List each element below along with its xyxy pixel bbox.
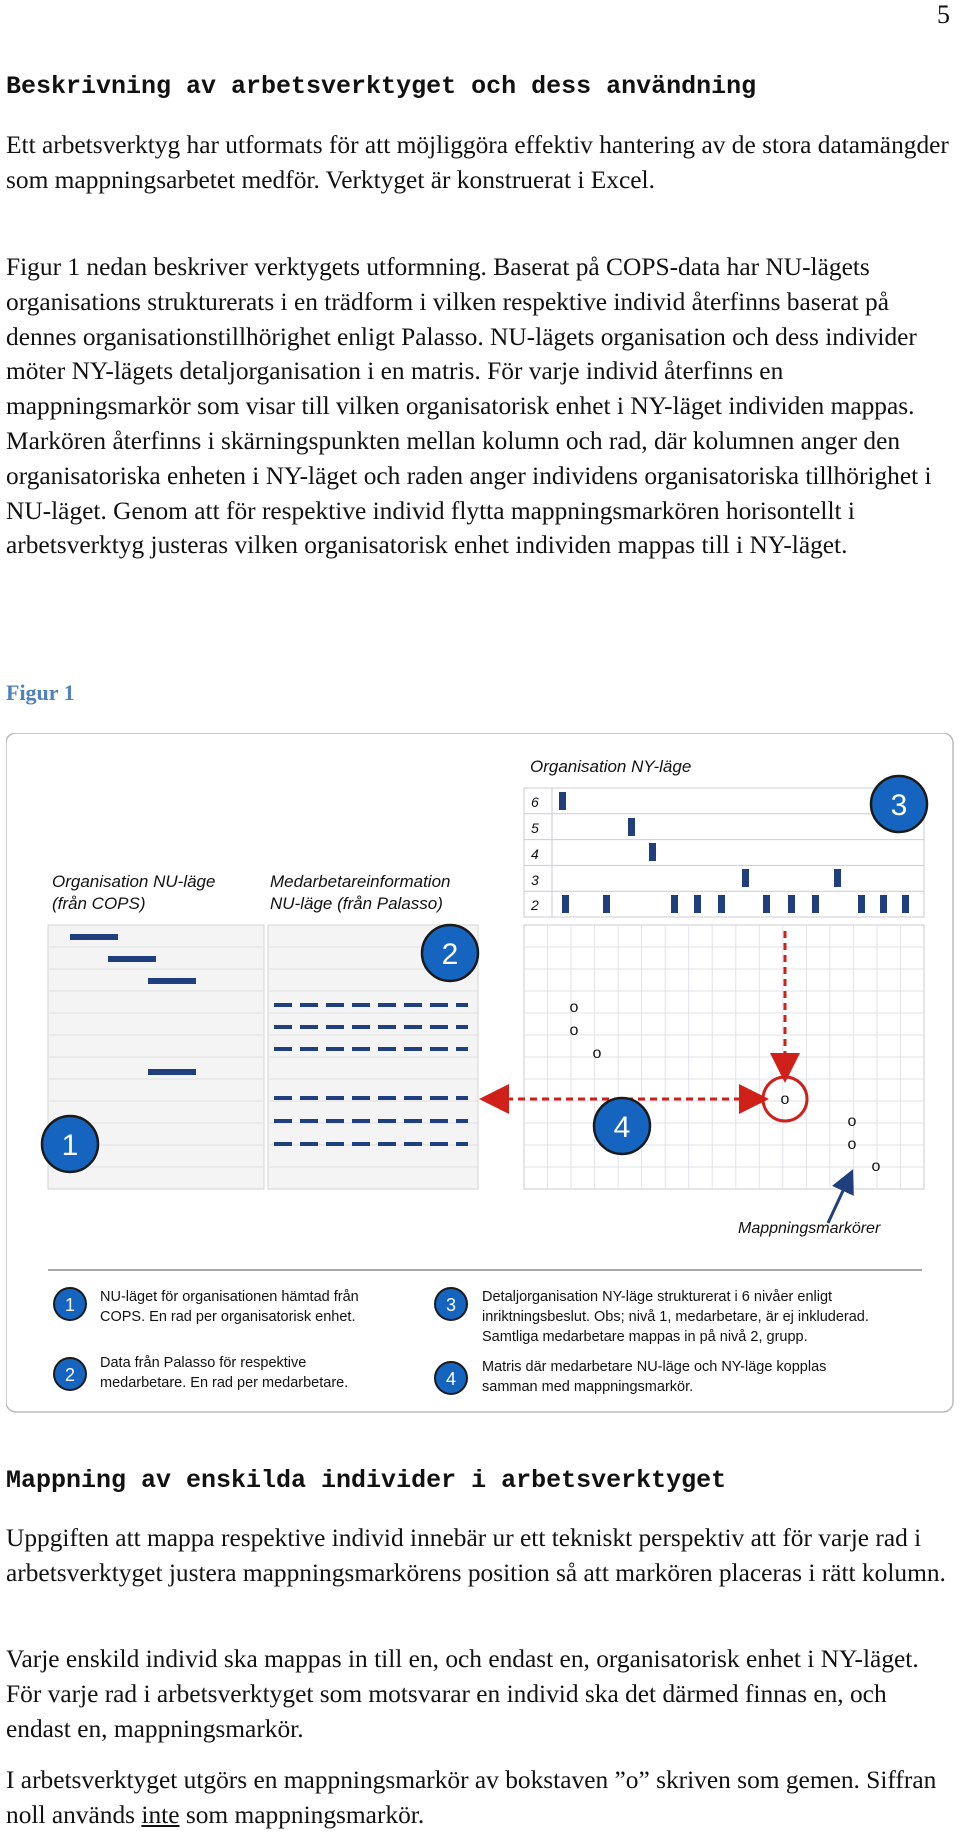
legend-badge-1-icon	[54, 1288, 86, 1320]
legend-item-3-line-2: inriktningsbeslut. Obs; nivå 1, medarbetare, är ej inkluderad.	[482, 1309, 869, 1325]
nu-organisation-title: Organisation NU-läge	[52, 872, 216, 891]
svg-text:3: 3	[445, 1295, 457, 1315]
svg-text:4: 4	[445, 1369, 457, 1389]
markers-label: Mappningsmarkörer	[738, 1220, 881, 1237]
section-heading-description: Beskrivning av arbetsverktyget och dess användning	[6, 72, 757, 101]
legend-item-3-line-3: Samtliga medarbetare mappas in på nivå 2, grupp.	[482, 1329, 808, 1345]
mapping-marker: o	[569, 1022, 579, 1039]
level-label-4: 4	[531, 846, 539, 862]
badge-1-icon	[42, 1116, 98, 1172]
paragraph-intro: Ett arbetsverktyg har utformats för att möjliggöra effektiv hantering av de stora datamängder som mappningsarbetet medför. Verktyget är konstruerat i Excel.	[6, 131, 949, 194]
paragraph-figure-description: Figur 1 nedan beskriver verktygets utformning. Baserat på COPS-data har NU-lägets organisations strukturerats i en trädform i vilken respektive individ återfinns baserat på dennes organisationstillhörighet enligt Palasso. NU-lägets organisation och dess individer möter NY-lägets detaljorganisation i en matris. För varje individ återfinns en mappningsmarkör som visar till vilken organisatorisk enhet i NY-läget individen mappas. Markören återfinns i skärningspunkten mellan kolumn och rad, där kolumnen anger den organisatoriska enheten i NY-läget och raden anger individens organisatoriska tillhörighet i NU-läget. Genom att för respektive individ flytta mappningsmarkören horisontellt i arbetsverktyg justeras vilken organisatorisk enhet individen mappas till i NY-läget.	[6, 253, 932, 560]
level-label-5: 5	[531, 820, 539, 836]
svg-text:1: 1	[64, 1295, 76, 1315]
legend-item-4-line-2: samman med mappningsmarkör.	[482, 1379, 694, 1395]
legend-badge-2-icon	[54, 1358, 86, 1390]
legend-item-3-line-1: Detaljorganisation NY-läge strukturerat i 6 nivåer enligt	[482, 1289, 833, 1305]
legend-badge-4-icon	[435, 1362, 467, 1394]
mapping-marker: o	[847, 1113, 857, 1130]
mapping-marker: o	[847, 1136, 857, 1153]
legend-item-2-line-2: medarbetare. En rad per medarbetare.	[100, 1375, 349, 1391]
marker-text-emphasis: inte	[141, 1800, 180, 1829]
marker-text-before: I arbetsverktyget utgörs en mappningsmarkör av bokstaven ”o” skriven som gemen. Siffran noll används	[6, 1766, 937, 1829]
paragraph-marker-character	[6, 1763, 954, 1833]
marker-text-after: som mappningsmarkör.	[179, 1800, 425, 1829]
employee-info-subtitle: NU-läge (från Palasso)	[270, 894, 443, 913]
svg-text:1: 1	[61, 1129, 79, 1162]
mapping-marker: o	[569, 999, 579, 1016]
mapping-marker: o	[871, 1158, 881, 1175]
employee-info-title: Medarbetareinformation	[270, 872, 451, 891]
paragraph-mapping-task: Uppgiften att mappa respektive individ innebär ur ett tekniskt perspektiv att för varje rad i arbetsverktyget justera mappningsmarkörens position så att markören placeras i rätt kolumn.	[6, 1524, 946, 1587]
figure-1-diagram	[6, 733, 954, 1413]
legend-item-4-line-1: Matris där medarbetare NU-läge och NY-läge kopplas	[482, 1359, 827, 1375]
svg-text:2: 2	[441, 938, 459, 971]
ny-organisation-title: Organisation NY-läge	[530, 757, 692, 776]
legend-item-1-line-1: NU-läget för organisationen hämtad från	[100, 1289, 359, 1305]
svg-text:3: 3	[890, 789, 908, 822]
section-heading-mapping: Mappning av enskilda individer i arbetsverktyget	[6, 1466, 727, 1495]
legend-item-1-line-2: COPS. En rad per organisatorisk enhet.	[100, 1309, 356, 1325]
badge-3-icon	[871, 776, 927, 832]
mapping-marker: o	[592, 1045, 602, 1062]
svg-text:2: 2	[64, 1365, 76, 1385]
mapping-marker: o	[780, 1091, 790, 1108]
page-number: 5	[937, 0, 950, 29]
legend-item-2-line-1: Data från Palasso för respektive	[100, 1355, 307, 1371]
legend-badge-3-icon	[435, 1288, 467, 1320]
badge-2-icon	[422, 925, 478, 981]
figure-label: Figur 1	[6, 680, 75, 705]
nu-organisation-subtitle: (från COPS)	[52, 894, 146, 913]
paragraph-one-marker: Varje enskild individ ska mappas in till en, och endast en, organisatorisk enhet i NY-läget. För varje rad i arbetsverktyget som motsvarar en individ ska det därmed finnas en, och endast en, mappningsmarkör.	[6, 1645, 919, 1743]
level-label-3: 3	[531, 872, 539, 888]
level-label-2: 2	[531, 897, 539, 913]
level-label-6: 6	[531, 794, 539, 810]
svg-text:4: 4	[613, 1111, 631, 1144]
badge-4-icon	[594, 1098, 650, 1154]
